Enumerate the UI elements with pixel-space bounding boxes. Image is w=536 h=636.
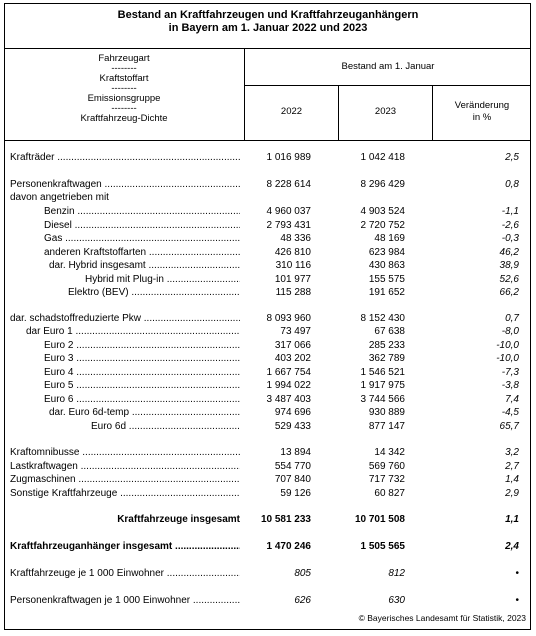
cell-v2022-euro-2: 317 066 [274,340,311,351]
table-title [0,9,536,35]
cell-change-anderen-kraftstoffarten: 46,2 [499,247,519,258]
stub-header-separator: -------- [111,83,137,94]
cell-change-euro-5: -3,8 [501,380,519,391]
header-col-change-line1: Veränderung [454,100,510,111]
row-label-text: Euro 6 ..... [44,394,240,406]
row-label-text: Elektro (BEV) ..... [68,287,240,299]
cell-change-diesel: -2,6 [501,220,519,231]
source-note: © Bayerisches Landesamt für Statistik, 2023 [358,613,526,623]
cell-change-euro-3: -10,0 [496,353,519,364]
cell-v2022-kraftfahrzeuge-je-1-000-einwohner: 805 [294,568,311,579]
cell-change-euro-2: -10,0 [496,340,519,351]
cell-change-euro-6: 7,4 [505,394,519,405]
cell-change-benzin: -1,1 [501,206,519,217]
cell-change-euro-4: -7,3 [501,367,519,378]
row-label-anderen-kraftstoffarten [44,247,240,259]
cell-v2022-euro-4: 1 667 754 [266,367,311,378]
stub-header [4,53,244,125]
row-label-euro-4 [44,367,240,379]
title-line-2: in Bayern am 1. Januar 2022 und 2023 [168,22,368,34]
stub-header-fuel-type: Kraftstoffart [99,73,149,84]
cell-v2022-euro-5: 1 994 022 [266,380,311,391]
cell-v2023-euro-4: 1 546 521 [360,367,405,378]
cell-change-personenkraftwagen-je-1-000-einwohner: • [515,595,519,606]
row-label-text: Diesel ..... [44,220,240,232]
cell-v2023-kraftfahrzeuganh-nger-insgesamt: 1 505 565 [360,541,405,552]
cell-v2023-gas: 48 169 [374,233,405,244]
row-label-text: Kraftfahrzeuge je 1 000 Einwohner ..... [10,568,240,580]
cell-change-euro-6d: 65,7 [499,421,519,432]
row-label-text: davon angetrieben mit [10,192,109,203]
row-label-text: Lastkraftwagen ..... [10,461,240,473]
cell-v2022-personenkraftwagen-je-1-000-einwohner: 626 [294,595,311,606]
header-col-change-line2: in % [472,112,492,123]
row-label-text: dar. schadstoffreduzierte Pkw ..... [10,313,240,325]
row-label-text: dar. Hybrid insgesamt ..... [49,260,240,272]
cell-change-dar-euro-6d-temp: -4,5 [501,407,519,418]
row-label-euro-2 [44,340,240,352]
cell-v2023-kraftomnibusse: 14 342 [374,447,405,458]
cell-change-dar-hybrid-insgesamt: 38,9 [499,260,519,271]
row-label-dar-hybrid-insgesamt [49,260,240,272]
cell-v2023-personenkraftwagen: 8 296 429 [360,179,405,190]
row-label-text: Zugmaschinen ..... [10,474,240,486]
row-label-kraftomnibusse [10,447,240,459]
row-label-text: anderen Kraftstoffarten ..... [44,247,240,259]
cell-v2022-hybrid-mit-plug-in: 101 977 [274,274,311,285]
row-label-text: Sonstige Kraftfahrzeuge ..... [10,488,240,500]
cell-v2022-anderen-kraftstoffarten: 426 810 [274,247,311,258]
row-label-text: Kraftomnibusse ..... [10,447,240,459]
row-label-benzin [44,206,240,218]
cell-change-kraftr-der: 2,5 [505,152,519,163]
cell-change-dar-schadstoffreduzierte-pkw: 0,7 [505,313,519,324]
cell-v2022-dar-euro-1: 73 497 [280,326,311,337]
cell-v2023-euro-5: 1 917 975 [360,380,405,391]
row-label-text: Gas ..... [44,233,240,245]
cell-change-gas: -0,3 [501,233,519,244]
row-label-lastkraftwagen [10,461,240,473]
cell-v2022-lastkraftwagen: 554 770 [274,461,311,472]
header-col-2023: 2023 [374,106,397,117]
row-label-davon-angetrieben-mit [10,192,240,204]
cell-v2022-kraftfahrzeuganh-nger-insgesamt: 1 470 246 [266,541,311,552]
cell-v2022-diesel: 2 793 431 [266,220,311,231]
cell-v2023-dar-euro-6d-temp: 930 889 [368,407,405,418]
row-label-gas [44,233,240,245]
row-label-dar-schadstoffreduzierte-pkw [10,313,240,325]
row-label-text: Euro 5 ..... [44,380,240,392]
stub-header-vehicle-type: Fahrzeugart [98,53,150,64]
cell-v2022-kraftomnibusse: 13 894 [280,447,311,458]
cell-v2023-sonstige-kraftfahrzeuge: 60 827 [374,488,405,499]
cell-v2023-kraftr-der: 1 042 418 [360,152,405,163]
row-label-text: dar Euro 1 ..... [26,326,240,338]
cell-v2022-gas: 48 336 [280,233,311,244]
cell-v2022-dar-hybrid-insgesamt: 310 116 [275,260,311,271]
cell-v2022-personenkraftwagen: 8 228 614 [266,179,311,190]
cell-v2023-dar-euro-1: 67 638 [374,326,405,337]
cell-v2022-euro-6d: 529 433 [274,421,311,432]
cell-change-elektro-bev: 66,2 [499,287,519,298]
row-label-personenkraftwagen-je-1-000-einwohner [10,595,240,607]
cell-v2022-kraftfahrzeuge-insgesamt: 10 581 233 [260,514,311,525]
header-top-rule [4,48,531,49]
cell-v2023-benzin: 4 903 524 [360,206,405,217]
row-label-text: Hybrid mit Plug-in ..... [85,274,240,286]
row-label-kraftr-der [10,152,240,164]
row-label-euro-5 [44,380,240,392]
stub-header-vehicle-density: Kraftfahrzeug-Dichte [80,113,168,124]
row-label-text: Euro 4 ..... [44,367,240,379]
row-label-dar-euro-6d-temp [49,407,240,419]
row-label-text: Kraftfahrzeuge insgesamt [117,514,240,525]
cell-v2023-dar-schadstoffreduzierte-pkw: 8 152 430 [360,313,405,324]
cell-change-lastkraftwagen: 2,7 [505,461,519,472]
cell-v2022-elektro-bev: 115 288 [275,287,311,298]
row-label-kraftfahrzeuge-insgesamt [10,514,240,526]
title-line-1: Bestand an Kraftfahrzeugen und Kraftfahrzeuganhängern [117,9,419,21]
cell-v2023-personenkraftwagen-je-1-000-einwohner: 630 [388,595,405,606]
cell-v2022-dar-euro-6d-temp: 974 696 [274,407,311,418]
row-label-text: dar. Euro 6d-temp ..... [49,407,240,419]
row-label-text: Kraftfahrzeuganhänger insgesamt ..... [10,541,240,553]
cell-v2023-euro-6: 3 744 566 [360,394,405,405]
header-col-change [433,100,531,124]
cell-v2023-elektro-bev: 191 652 [368,287,405,298]
row-label-sonstige-kraftfahrzeuge [10,488,240,500]
cell-v2022-dar-schadstoffreduzierte-pkw: 8 093 960 [266,313,311,324]
cell-v2023-euro-3: 362 789 [368,353,405,364]
cell-v2022-sonstige-kraftfahrzeuge: 59 126 [280,488,311,499]
row-label-text: Krafträder ..... [10,152,240,164]
cell-v2023-lastkraftwagen: 569 760 [368,461,405,472]
cell-v2022-benzin: 4 960 037 [266,206,311,217]
row-label-text: Personenkraftwagen ..... [10,179,240,191]
cell-v2022-zugmaschinen: 707 840 [274,474,311,485]
row-label-kraftfahrzeuganh-nger-insgesamt [10,541,240,553]
cell-change-dar-euro-1: -8,0 [501,326,519,337]
cell-v2023-euro-6d: 877 147 [368,421,405,432]
header-bottom-rule [4,140,531,141]
cell-change-sonstige-kraftfahrzeuge: 2,9 [505,488,519,499]
row-label-elektro-bev [68,287,240,299]
cell-v2022-euro-3: 403 202 [274,353,311,364]
cell-v2023-dar-hybrid-insgesamt: 430 863 [368,260,405,271]
row-label-diesel [44,220,240,232]
row-label-zugmaschinen [10,474,240,486]
row-label-euro-3 [44,353,240,365]
row-label-text: Benzin ..... [44,206,240,218]
header-group-label: Bestand am 1. Januar [341,61,435,72]
cell-v2022-euro-6: 3 487 403 [266,394,311,405]
row-label-text: Euro 6d ..... [91,421,240,433]
cell-v2022-kraftr-der: 1 016 989 [266,152,311,163]
cell-v2023-zugmaschinen: 717 732 [368,474,405,485]
row-label-euro-6 [44,394,240,406]
cell-change-kraftfahrzeuge-je-1-000-einwohner: • [515,568,519,579]
row-label-text: Euro 2 ..... [44,340,240,352]
row-label-text: Personenkraftwagen je 1 000 Einwohner ..... [10,595,240,607]
cell-change-kraftfahrzeuge-insgesamt: 1,1 [505,514,519,525]
stub-header-emission-group: Emissionsgruppe [87,93,161,104]
header-col-2022: 2022 [280,106,303,117]
row-label-kraftfahrzeuge-je-1-000-einwohner [10,568,240,580]
cell-change-kraftomnibusse: 3,2 [505,447,519,458]
cell-change-hybrid-mit-plug-in: 52,6 [499,274,519,285]
cell-v2023-kraftfahrzeuge-insgesamt: 10 701 508 [354,514,405,525]
cell-change-kraftfahrzeuganh-nger-insgesamt: 2,4 [505,541,519,552]
cell-v2023-diesel: 2 720 752 [360,220,405,231]
row-label-personenkraftwagen [10,179,240,191]
cell-v2023-anderen-kraftstoffarten: 623 984 [368,247,405,258]
stub-header-separator: -------- [111,103,137,114]
cell-change-zugmaschinen: 1,4 [505,474,519,485]
cell-v2023-kraftfahrzeuge-je-1-000-einwohner: 812 [388,568,405,579]
row-label-text: Euro 3 ..... [44,353,240,365]
cell-v2023-euro-2: 285 233 [368,340,405,351]
cell-change-personenkraftwagen: 0,8 [505,179,519,190]
row-label-dar-euro-1 [26,326,240,338]
cell-v2023-hybrid-mit-plug-in: 155 575 [368,274,405,285]
stub-header-separator: -------- [111,63,137,74]
header-group-rule [245,85,531,86]
